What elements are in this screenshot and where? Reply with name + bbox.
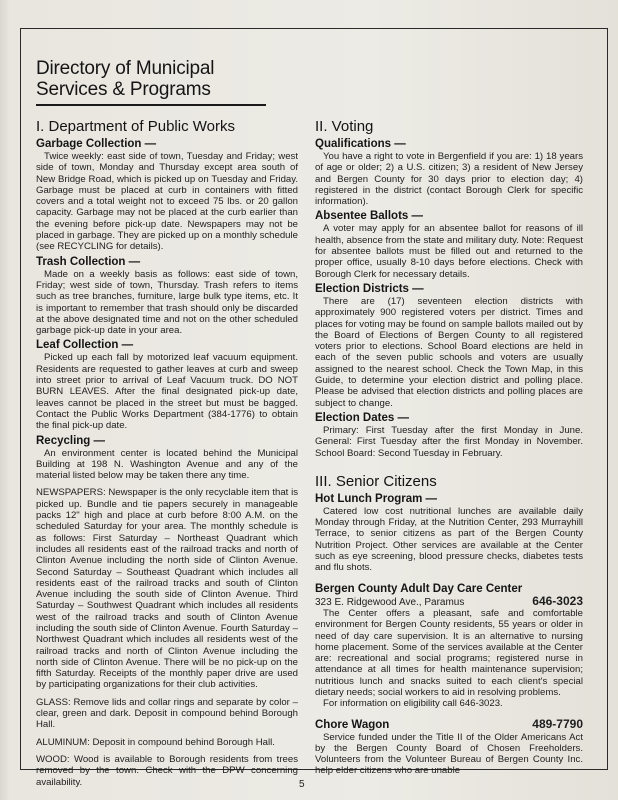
garbage-collection-text: Twice weekly: east side of town, Tuesday and Friday; west side of town, Monday and Thursday except area south of New Bridge Road, which is picked up on Tuesday and Friday. Garbage must be placed at curb in containers with fitted covers and a total weight not to exceed 75 lbs. or 20 gallon capacity. Garbage may not be placed at the curb earlier than the evening before pick-up date. Newspapers may not be placed in garbage. They are picked up on a monthly schedule (see RECYCLING for details). xyxy=(36,151,298,253)
chore-wagon-header xyxy=(315,716,583,732)
day-care-text: The Center offers a pleasant, safe and comfortable environment for Bergen County residents, 55 years or older in need of day care supervision. It is an alternative to nursing home placement. Some of the services available at the Center are: recreational and social programs; registered nurse in attendance at all times for health maintenance supervision; nutritious lunch and snacks suited to each client's special dietary needs; social workers to aid in resolving problems. xyxy=(315,607,583,698)
spacer xyxy=(315,459,583,473)
recycling-heading: Recycling — xyxy=(36,434,106,447)
recycling-wood: WOOD: Wood is available to Borough residents from trees removed by the town. Check with the DPW concerning availability. xyxy=(36,753,298,788)
title-underline xyxy=(36,104,266,106)
section-voting-heading: II. Voting xyxy=(315,118,374,135)
right-column xyxy=(315,118,583,777)
leaf-collection-heading: Leaf Collection — xyxy=(36,339,134,352)
garbage-collection-heading: Garbage Collection — xyxy=(36,138,157,150)
election-dates-heading: Election Dates — xyxy=(315,411,409,424)
qualifications-text: You have a right to vote in Bergenfield if you are: 1) 18 years of age or older; 2) a U.S. citizen; 3) a resident of New Jersey and Bergen County for 30 days prior to election day; 4) registered in the district (contact Borough Clerk for specific information). xyxy=(315,151,583,208)
page-title xyxy=(36,58,296,100)
recycling-aluminum: ALUMINUM: Deposit in compound behind Borough Hall. xyxy=(36,736,275,748)
leaf-collection-text: Picked up each fall by motorized leaf vacuum equipment. Residents are requested to gather leaves at curb and sweep into street prior to arrival of Leaf Vacuum truck. DO NOT BURN LEAVES. After the final designated pick-up date, leaves cannot be placed in the street but must be bagged. Contact the Public Works Department (384-1776) to obtain the final pick-up date. xyxy=(36,352,298,432)
page-title-line-2: Services & Programs xyxy=(36,79,211,100)
recycling-glass: GLASS: Remove lids and collar rings and separate by color – clear, green and dark. Deposit in compound behind Borough Hall. xyxy=(36,696,298,731)
page-number: 5 xyxy=(299,779,305,790)
day-care-heading: Bergen County Adult Day Care Center xyxy=(315,582,523,595)
chore-wagon-phone: 489-7790 xyxy=(532,716,583,731)
qualifications-heading: Qualifications — xyxy=(315,138,406,150)
chore-wagon-heading: Chore Wagon xyxy=(315,718,390,731)
section-public-works-heading: I. Department of Public Works xyxy=(36,118,235,135)
election-districts-text: There are (17) seventeen election districts with approximately 900 registered voters per district. Times and places for voting may be found on sample ballots mailed out by the Board of Elections of Bergen County to all registered voters prior to elections. School Board elections are held in each of the seven public schools and voters are usually assigned to the nearest school. Check the Town Map, in this Guide, to determine your election district and polling place. Please be advised that election districts and polling places are subject to change. xyxy=(315,295,583,409)
day-care-address: 323 E. Ridgewood Ave., Paramus xyxy=(315,596,465,608)
day-care-phone: 646-3023 xyxy=(532,593,583,608)
trash-collection-text: Made on a weekly basis as follows: east side of town, Friday; west side of town, Thursday. Trash refers to items such as tree branches, furniture, large bulk type items, etc. It is important to remember that trash should only be discarded at the above designated time and not on the other scheduled garbage pick-up date in your area. xyxy=(36,268,298,337)
hot-lunch-text: Catered low cost nutritional lunches are available daily Monday through Friday, at the Nutrition Center, 293 Murrayhill Terrace, to senior citizens as part of the Bergen County Nutrition Project. Other services are available at the Center such as eye screening, blood pressure checks, diabetes tests and flu shots. xyxy=(315,505,583,574)
day-care-contact xyxy=(315,593,583,608)
spacer xyxy=(315,574,583,580)
recycling-text: An environment center is located behind the Municipal Building at 198 N. Washington Avenue and any of the material listed below may be taken there any time. xyxy=(36,447,298,482)
absentee-ballots-heading: Absentee Ballots — xyxy=(315,210,423,223)
chore-wagon-text: Service funded under the Title II of the Older Americans Act by the Bergen County Board of Chosen Freeholders. Volunteers from the Volunteer Bureau of Bergen County Inc. help elder citizens who are unable xyxy=(315,731,583,777)
section-senior-citizens-heading: III. Senior Citizens xyxy=(315,472,437,490)
hot-lunch-heading: Hot Lunch Program — xyxy=(315,492,438,505)
election-districts-heading: Election Districts — xyxy=(315,282,424,295)
election-dates-text: Primary: First Tuesday after the first Monday in June. General: First Tuesday after the first Monday in November. School Board: Second Tuesday in February. xyxy=(315,424,583,459)
left-column xyxy=(36,118,298,788)
trash-collection-heading: Trash Collection — xyxy=(36,255,141,268)
absentee-ballots-text: A voter may apply for an absentee ballot for reasons of ill health, absence from the state and military duty. Note: Request for absentee ballots must be filled out and returned to the proper office, usually 8-10 days before elections. Check with Borough Clerk for necessary details. xyxy=(315,223,583,280)
page-title-line-1: Directory of Municipal xyxy=(36,58,215,79)
day-care-info: For information on eligibility call 646-3023. xyxy=(323,698,503,710)
recycling-newspapers: NEWSPAPERS: Newspaper is the only recyclable item that is picked up. Bundle and tie papers securely in manageable packs 12" high and place at curb before 8:00 A.M. on the scheduled Saturday for your area. The monthly schedule is as follows: First Saturday – Northeast Quadrant which includes all residents east of the railroad tracks and north of Clinton Avenue including the north side of Clinton Avenue. Second Saturday – Southeast Quadrant which includes all residents east of the railroad tracks and south of Clinton Avenue including the south side of Clinton Avenue. Third Saturday – Southwest Quadrant which includes all residents west of the railroad tracks and south of Clinton Avenue including the south side of Clinton Avenue. Fourth Saturday – Northwest Quadrant which includes all residents west of the railroad tracks and north of Clinton Avenue including the north side of Clinton Avenue. There will be no pick-up on the fifth Saturday. Receipts of the monthly paper drive are used by participating organizations for their club activities. xyxy=(36,487,298,691)
